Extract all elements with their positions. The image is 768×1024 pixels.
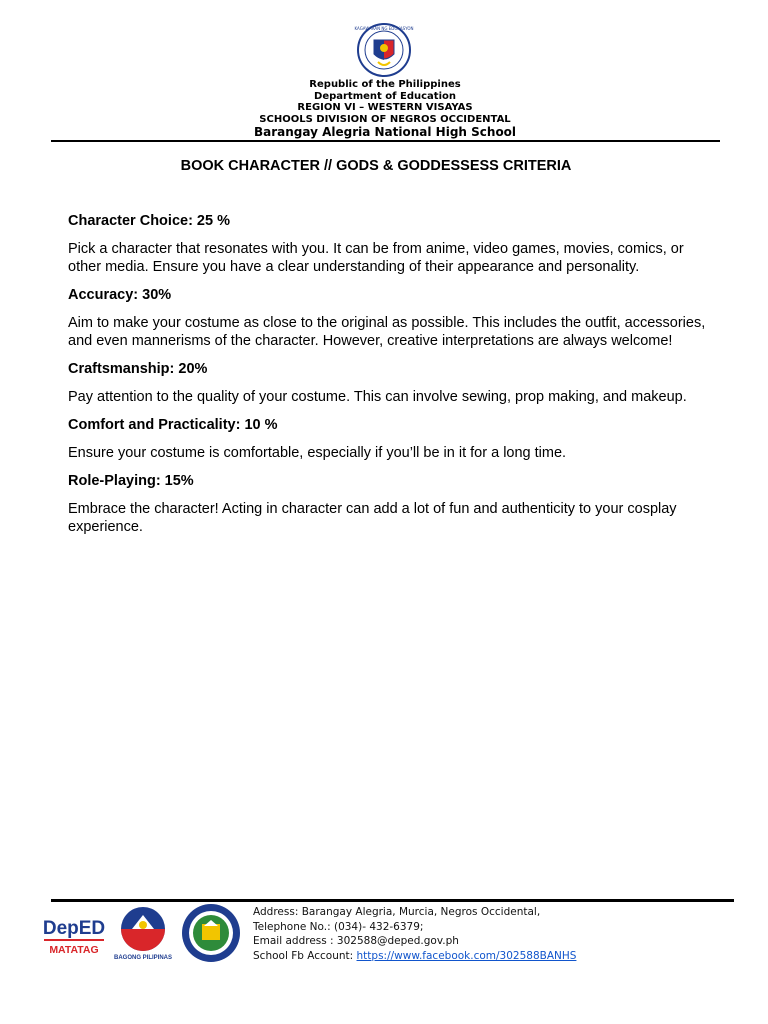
- bagong-pilipinas-logo: [112, 905, 174, 961]
- criteria-list: [68, 212, 708, 546]
- svg-text:MATATAG: MATATAG: [49, 944, 99, 956]
- facebook-line: [253, 949, 576, 964]
- criterion-heading: Comfort and Practicality: 10 %: [68, 417, 278, 433]
- document-title: BOOK CHARACTER // GODS & GODDESSESS CRITERIA: [180, 158, 572, 174]
- criterion-text: Pick a character that resonates with you. It can be from anime, video games, movies, comics, or other media. Ensure you have a clear understanding of their appearance and personality.: [68, 241, 684, 275]
- deped-matatag-logo: [40, 906, 108, 962]
- criterion-craftsmanship: [68, 360, 708, 406]
- criterion-character-choice: [68, 212, 708, 276]
- email-line: Email address : 302588@deped.gov.ph: [253, 935, 459, 947]
- address-line: Address: Barangay Alegria, Murcia, Negros Occidental,: [253, 906, 541, 918]
- division-line: SCHOOLS DIVISION OF NEGROS OCCIDENTAL: [259, 113, 511, 125]
- school-seal-logo: [180, 902, 242, 964]
- criterion-comfort: [68, 416, 708, 462]
- deped-seal-logo: [352, 22, 416, 78]
- criterion-accuracy: [68, 286, 708, 350]
- header-divider: [51, 140, 720, 142]
- school-contact-info: [253, 905, 576, 963]
- criterion-text: Aim to make your costume as close to the original as possible. This includes the outfit, accessories, and even mannerisms of the character. However, creative interpretations are always welcome!: [68, 315, 706, 349]
- criterion-text: Pay attention to the quality of your costume. This can involve sewing, prop making, and makeup.: [68, 389, 687, 405]
- republic-line: Republic of the Philippines: [309, 79, 461, 90]
- footer-divider: [51, 899, 734, 902]
- region-line: REGION VI – WESTERN VISAYAS: [297, 102, 473, 113]
- criterion-heading: Role-Playing: 15%: [68, 473, 194, 489]
- telephone-line: Telephone No.: (034)- 432-6379;: [253, 920, 424, 933]
- svg-text:DepED: DepED: [42, 918, 106, 939]
- letterhead: [0, 79, 768, 139]
- criterion-heading: Accuracy: 30%: [68, 287, 172, 303]
- criterion-heading: Craftsmanship: 20%: [68, 361, 208, 377]
- svg-text:BAGONG PILIPINAS: BAGONG PILIPINAS: [113, 955, 173, 961]
- school-name: Barangay Alegria National High School: [253, 125, 517, 139]
- criterion-heading: Character Choice: 25 %: [68, 213, 230, 229]
- criterion-role-playing: [68, 472, 708, 536]
- svg-text:KAGAWARAN NG EDUKASYON: KAGAWARAN NG EDUKASYON: [354, 26, 414, 31]
- facebook-label: School Fb Account:: [253, 949, 357, 962]
- criterion-text: Ensure your costume is comfortable, especially if you’ll be in it for a long time.: [68, 445, 567, 461]
- criterion-text: Embrace the character! Acting in character can add a lot of fun and authenticity to your cosplay experience.: [68, 501, 677, 535]
- facebook-link[interactable]: https://www.facebook.com/302588BANHS: [356, 949, 577, 962]
- department-line: Department of Education: [314, 90, 456, 102]
